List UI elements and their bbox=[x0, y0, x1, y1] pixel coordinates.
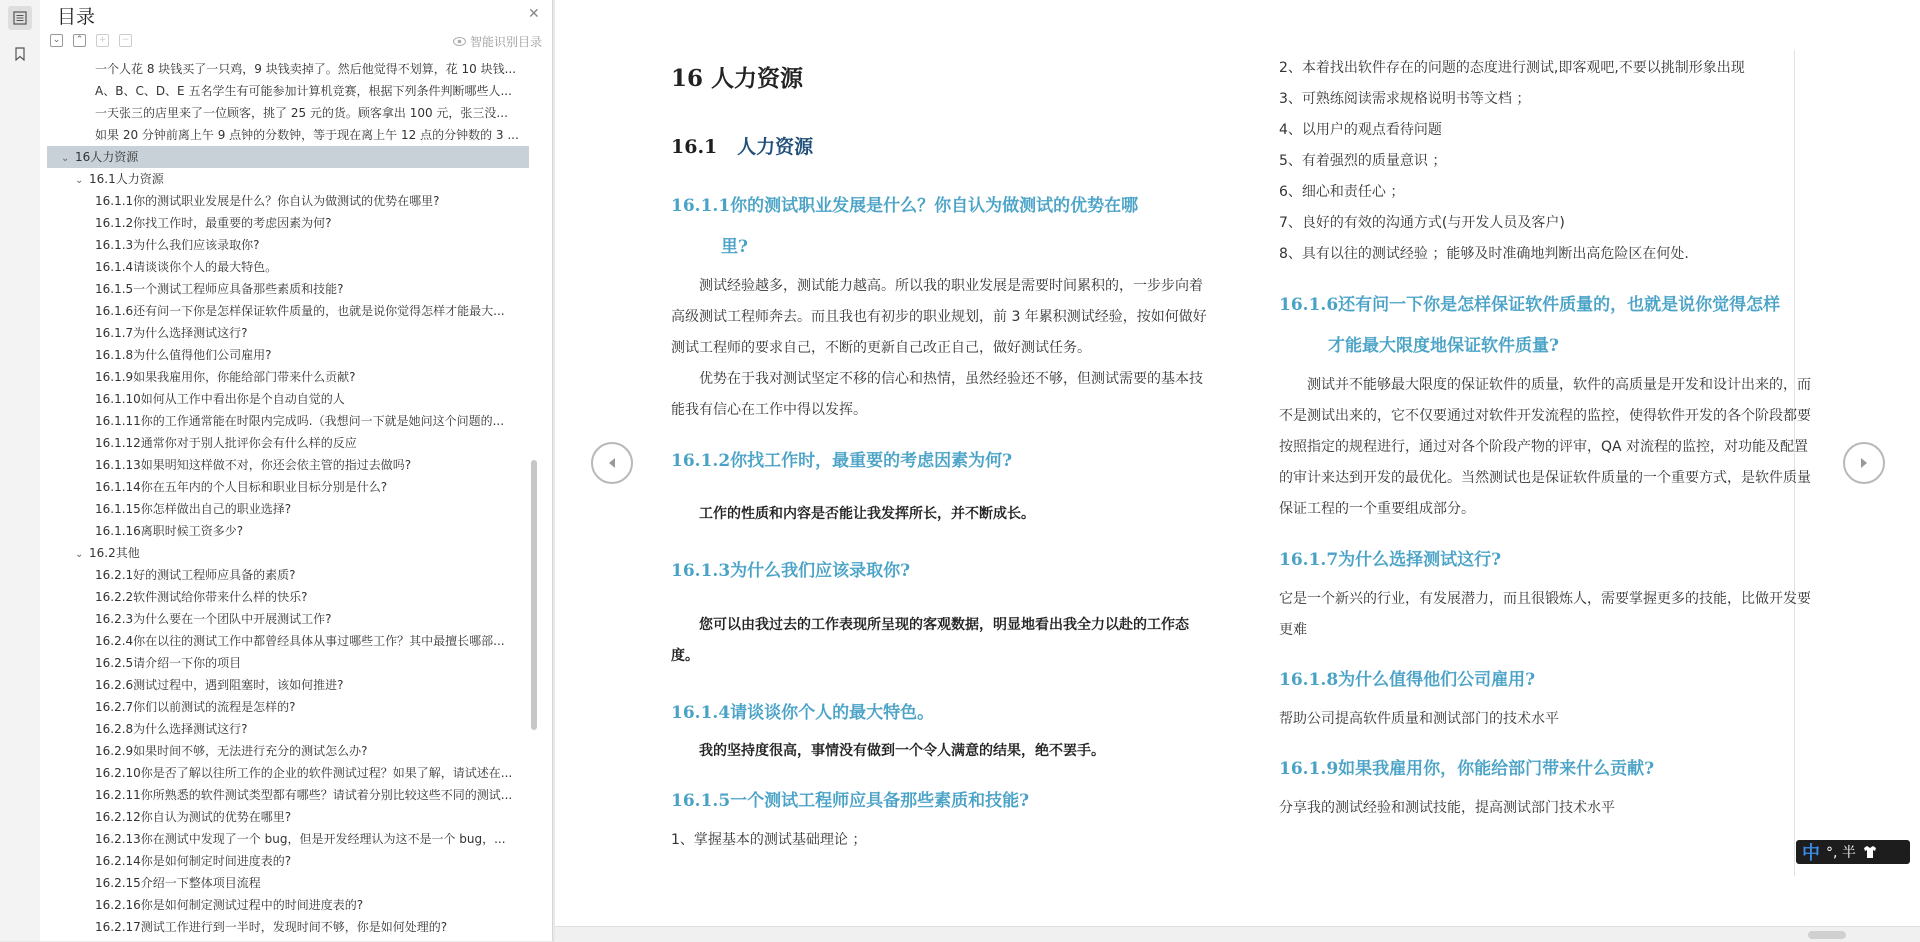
toc-item[interactable] bbox=[47, 762, 529, 784]
toc-item[interactable] bbox=[47, 872, 529, 894]
toc-item[interactable] bbox=[47, 146, 529, 168]
toc-item-label: 16.1.9如果我雇用你，你能给部门带来什么贡献? bbox=[95, 370, 356, 384]
bookmark-icon[interactable] bbox=[8, 42, 32, 66]
toc-scrollbar[interactable] bbox=[531, 460, 537, 730]
smart-toc-label: 智能识别目录 bbox=[470, 35, 543, 49]
toc-item-label: 16.2.12你自认为测试的优势在哪里? bbox=[95, 810, 292, 824]
toc-item[interactable] bbox=[47, 498, 529, 520]
toc-item-label: 16.1.14你在五年内的个人目标和职业目标分别是什么? bbox=[95, 480, 388, 494]
list-item: 5、有着强烈的质量意识 ； bbox=[1279, 153, 1447, 169]
next-page-button[interactable] bbox=[1843, 442, 1885, 484]
question-heading: 16.1.3为什么我们应该录取你? bbox=[671, 561, 911, 581]
expand-all-button[interactable]: ⌃ bbox=[73, 34, 86, 47]
smart-toc-button[interactable] bbox=[453, 33, 542, 50]
toc-item[interactable] bbox=[47, 916, 529, 938]
question-heading: 16.1.8为什么值得他们公司雇用? bbox=[1279, 670, 1536, 690]
toc-item-label: 16.2.17测试工作进行到一半时，发现时间不够，你是如何处理的? bbox=[95, 920, 448, 934]
toc-item[interactable] bbox=[47, 168, 529, 190]
toc-item[interactable] bbox=[47, 344, 529, 366]
toc-item[interactable] bbox=[47, 828, 529, 850]
toc-item-label: 16.2.8为什么选择测试这行? bbox=[95, 722, 248, 736]
toc-item[interactable] bbox=[47, 432, 529, 454]
list-item: 4、以用户的观点看待问题 bbox=[1279, 122, 1442, 138]
question-heading: 16.1.9如果我雇用你，你能给部门带来什么贡献? bbox=[1279, 759, 1655, 779]
remove-entry-button[interactable]: − bbox=[119, 34, 132, 47]
question-heading: 里? bbox=[721, 237, 748, 257]
paragraph-line: 优势在于我对测试坚定不移的信心和热情，虽然经验还不够，但测试需要的基本技 bbox=[699, 371, 1203, 387]
paragraph-line: 测试工程师的要求自己，不断的更新自己改正自己，做好测试任务。 bbox=[671, 340, 1091, 356]
toc-item[interactable] bbox=[47, 894, 529, 916]
toc-item-label: 16.1.5一个测试工程师应具备那些素质和技能? bbox=[95, 282, 344, 296]
skin-icon[interactable] bbox=[1862, 845, 1878, 859]
toc-item-label: 16.2.10你是否了解以往所工作的企业的软件测试过程？如果了解，请试述在... bbox=[95, 766, 513, 780]
answer-text: 我的坚持度很高，事情没有做到一个令人满意的结果，绝不罢手。 bbox=[699, 743, 1105, 759]
question-heading: 16.1.6还有问一下你是怎样保证软件质量的，也就是说你觉得怎样 bbox=[1279, 295, 1781, 315]
toc-item-label: 16.1.15你怎样做出自己的职业选择? bbox=[95, 502, 292, 516]
toc-item[interactable] bbox=[47, 564, 529, 586]
toc-item-label: 16.1人力资源 bbox=[89, 172, 164, 186]
toc-item-label: 16.1.16离职时候工资多少? bbox=[95, 524, 244, 538]
list-item: 1、掌握基本的测试基础理论 ； bbox=[671, 832, 867, 848]
toc-item[interactable] bbox=[47, 102, 529, 124]
toc-item[interactable] bbox=[47, 696, 529, 718]
toc-item[interactable] bbox=[47, 652, 529, 674]
chevron-down-icon[interactable]: ⌄ bbox=[75, 175, 84, 186]
chevron-right-icon bbox=[1857, 456, 1871, 470]
toc-item-label: 16.2.9如果时间不够，无法进行充分的测试怎么办? bbox=[95, 744, 368, 758]
toc-item[interactable] bbox=[47, 234, 529, 256]
toc-item-label: 16.2.3为什么要在一个团队中开展测试工作? bbox=[95, 612, 332, 626]
question-heading: 16.1.7为什么选择测试这行? bbox=[1279, 550, 1502, 570]
toc-item-label: 16.1.4请谈谈你个人的最大特色。 bbox=[95, 260, 278, 274]
question-heading: 16.1.2你找工作时，最重要的考虑因素为何? bbox=[671, 451, 1013, 471]
toc-item[interactable] bbox=[47, 212, 529, 234]
toc-item[interactable] bbox=[47, 190, 529, 212]
paragraph-line: 测试经验越多，测试能力越高。所以我的职业发展是需要时间累积的，一步步向着 bbox=[699, 278, 1203, 294]
paragraph-line: 按照指定的规程进行，通过对各个阶段产物的评审，QA 对流程的监控，对功能及配置 bbox=[1279, 439, 1809, 455]
toc-item[interactable] bbox=[47, 850, 529, 872]
collapse-all-button[interactable]: ⌄ bbox=[50, 34, 63, 47]
chevron-down-icon[interactable]: ⌄ bbox=[75, 549, 84, 560]
toc-item[interactable] bbox=[47, 60, 529, 80]
ime-mode[interactable]: °, 半 bbox=[1826, 845, 1856, 861]
question-heading: 才能最大限度地保证软件质量? bbox=[1328, 336, 1559, 356]
paragraph-line: 帮助公司提高软件质量和测试部门的技术水平 bbox=[1279, 711, 1559, 727]
toc-item-label: 16.1.7为什么选择测试这行? bbox=[95, 326, 248, 340]
toc-item[interactable] bbox=[47, 476, 529, 498]
toc-item[interactable] bbox=[47, 454, 529, 476]
toc-item[interactable] bbox=[47, 674, 529, 696]
question-heading: 16.1.1你的测试职业发展是什么？你自认为做测试的优势在哪 bbox=[671, 196, 1139, 216]
toc-item[interactable] bbox=[47, 586, 529, 608]
paragraph-line: 更难 bbox=[1279, 622, 1307, 638]
chevron-left-icon bbox=[605, 456, 619, 470]
toc-item-label: 16.1.2你找工作时，最重要的考虑因素为何? bbox=[95, 216, 332, 230]
paragraph-line: 测试并不能够最大限度的保证软件的质量，软件的高质量是开发和设计出来的，而 bbox=[1307, 377, 1811, 393]
page-divider bbox=[1794, 50, 1795, 876]
toc-item-label: 一个人花 8 块钱买了一只鸡，9 块钱卖掉了。然后他觉得不划算，花 10 块钱... bbox=[95, 62, 517, 76]
list-item: 7、良好的有效的沟通方式(与开发人员及客户) bbox=[1279, 215, 1565, 231]
toc-item-label: 16.2.13你在测试中发现了一个 bug，但是开发经理认为这不是一个 bug，... bbox=[95, 832, 506, 846]
horizontal-scrollbar[interactable] bbox=[555, 926, 1920, 942]
toc-item[interactable] bbox=[47, 80, 529, 102]
add-entry-button[interactable]: + bbox=[96, 34, 109, 47]
toc-item-label: 16.1.12通常你对于别人批评你会有什么样的反应 bbox=[95, 436, 357, 450]
toc-item[interactable] bbox=[47, 630, 529, 652]
toc-item-label: 16.2.11你所熟悉的软件测试类型都有哪些？请试着分别比较这些不同的测试... bbox=[95, 788, 513, 802]
toc-item-label: 16.2.1好的测试工程师应具备的素质? bbox=[95, 568, 296, 582]
toc-item-label: A、B、C、D、E 五名学生有可能参加计算机竞赛，根据下列条件判断哪些人... bbox=[95, 84, 512, 98]
toc-item[interactable] bbox=[47, 718, 529, 740]
paragraph-line: 保证工程的一个重要组成部分。 bbox=[1279, 501, 1475, 517]
answer-text: 工作的性质和内容是否能让我发挥所长，并不断成长。 bbox=[699, 506, 1035, 522]
list-item: 2、本着找出软件存在的问题的态度进行测试,即客观吧,不要以挑制形象出现 bbox=[1279, 60, 1745, 76]
toc-item[interactable] bbox=[47, 542, 529, 564]
toc-item-label: 16人力资源 bbox=[75, 150, 139, 164]
list-item: 3、可熟练阅读需求规格说明书等文档 ； bbox=[1279, 91, 1531, 107]
paragraph-line: 不是测试出来的，它不仅要通过对软件开发流程的监控，使得软件开发的各个阶段都要 bbox=[1279, 408, 1811, 424]
toc-item[interactable] bbox=[47, 388, 529, 410]
chapter-title: 16 人力资源 bbox=[671, 65, 804, 92]
toc-item-label: 一天张三的店里来了一位顾客，挑了 25 元的货。顾客拿出 100 元，张三没... bbox=[95, 106, 508, 120]
answer-text: 度。 bbox=[671, 648, 699, 664]
toc-item-label: 16.1.13如果明知这样做不对，你还会依主管的指过去做吗? bbox=[95, 458, 412, 472]
eye-icon bbox=[453, 36, 466, 47]
section-heading bbox=[671, 132, 813, 159]
toc-item-label: 16.1.1你的测试职业发展是什么？你自认为做测试的优势在哪里? bbox=[95, 194, 440, 208]
section-title: 人力资源 bbox=[737, 136, 814, 158]
scrollbar-thumb[interactable] bbox=[1808, 931, 1846, 939]
prev-page-button[interactable] bbox=[591, 442, 633, 484]
toc-item[interactable] bbox=[47, 300, 529, 322]
side-rail bbox=[0, 0, 41, 941]
toc-panel-icon[interactable] bbox=[8, 6, 32, 30]
paragraph-line: 的审计来达到开发的最优化。当然测试也是保证软件质量的一个重要方式，是软件质量 bbox=[1279, 470, 1811, 486]
toc-item[interactable] bbox=[47, 278, 529, 300]
toc-item-label: 16.2.16你是如何制定测试过程中的时间进度表的? bbox=[95, 898, 364, 912]
toc-item-label: 如果 20 分钟前离上午 9 点钟的分数钟，等于现在离上午 12 点的分钟数的 3 ... bbox=[95, 128, 519, 142]
toc-panel bbox=[40, 0, 553, 941]
question-heading: 16.1.5一个测试工程师应具备那些素质和技能? bbox=[671, 791, 1030, 811]
ime-language[interactable]: 中 bbox=[1802, 843, 1820, 864]
toc-title: 目录 bbox=[57, 6, 96, 28]
toc-item[interactable] bbox=[47, 322, 529, 344]
toc-item-label: 16.1.8为什么值得他们公司雇用? bbox=[95, 348, 272, 362]
ime-status-bar[interactable] bbox=[1796, 840, 1910, 864]
paragraph-line: 分享我的测试经验和测试技能，提高测试部门技术水平 bbox=[1279, 800, 1615, 816]
toc-item[interactable] bbox=[47, 784, 529, 806]
toc-item-label: 16.1.11你的工作通常能在时限内完成吗.（我想问一下就是她问这个问题的... bbox=[95, 414, 505, 428]
toc-item-label: 16.2.14你是如何制定时间进度表的? bbox=[95, 854, 292, 868]
toc-item-label: 16.2其他 bbox=[89, 546, 140, 560]
toc-item[interactable] bbox=[47, 366, 529, 388]
paragraph-line: 高级测试工程师奔去。而且我也有初步的职业规划，前 3 年累积测试经验，按如何做好 bbox=[671, 309, 1207, 325]
toc-item[interactable] bbox=[47, 740, 529, 762]
toc-item[interactable] bbox=[47, 520, 529, 542]
toc-item-label: 16.1.3为什么我们应该录取你? bbox=[95, 238, 260, 252]
toc-item-label: 16.1.10如何从工作中看出你是个自动自觉的人 bbox=[95, 392, 345, 406]
paragraph-line: 它是一个新兴的行业，有发展潜力，而且很锻炼人，需要掌握更多的技能，比做开发要 bbox=[1279, 591, 1811, 607]
answer-text: 您可以由我过去的工作表现所呈现的客观数据，明显地看出我全力以赴的工作态 bbox=[699, 617, 1189, 633]
chevron-down-icon[interactable]: ⌄ bbox=[61, 153, 70, 164]
list-item: 6、细心和责任心 ； bbox=[1279, 184, 1405, 200]
toc-item[interactable] bbox=[47, 410, 529, 432]
toc-item[interactable] bbox=[47, 124, 529, 146]
toc-list bbox=[47, 60, 529, 941]
list-item: 8、具有以往的测试经验 ；能够及时准确地判断出高危险区在何处. bbox=[1279, 246, 1689, 262]
toc-item-label: 16.2.4你在以往的测试工作中都曾经具体从事过哪些工作？其中最擅长哪部... bbox=[95, 634, 505, 648]
section-number: 16.1 bbox=[671, 136, 718, 158]
toc-item-label: 16.2.15介绍一下整体项目流程 bbox=[95, 876, 261, 890]
toc-item-label: 16.2.6测试过程中，遇到阻塞时，该如何推进? bbox=[95, 678, 344, 692]
toc-item-label: 16.1.6还有问一下你是怎样保证软件质量的，也就是说你觉得怎样才能最大... bbox=[95, 304, 505, 318]
toc-item[interactable] bbox=[47, 608, 529, 630]
toc-item-label: 16.2.5请介绍一下你的项目 bbox=[95, 656, 242, 670]
toc-toolbar bbox=[50, 34, 132, 48]
toc-item[interactable] bbox=[47, 256, 529, 278]
close-icon[interactable]: ✕ bbox=[528, 6, 540, 22]
paragraph-line: 能我有信心在工作中得以发挥。 bbox=[671, 402, 867, 418]
toc-item[interactable] bbox=[47, 806, 529, 828]
question-heading: 16.1.4请谈谈你个人的最大特色。 bbox=[671, 703, 935, 723]
toc-item-label: 16.2.2软件测试给你带来什么样的快乐? bbox=[95, 590, 308, 604]
document-viewer bbox=[555, 0, 1920, 941]
toc-item-label: 16.2.7你们以前测试的流程是怎样的? bbox=[95, 700, 296, 714]
